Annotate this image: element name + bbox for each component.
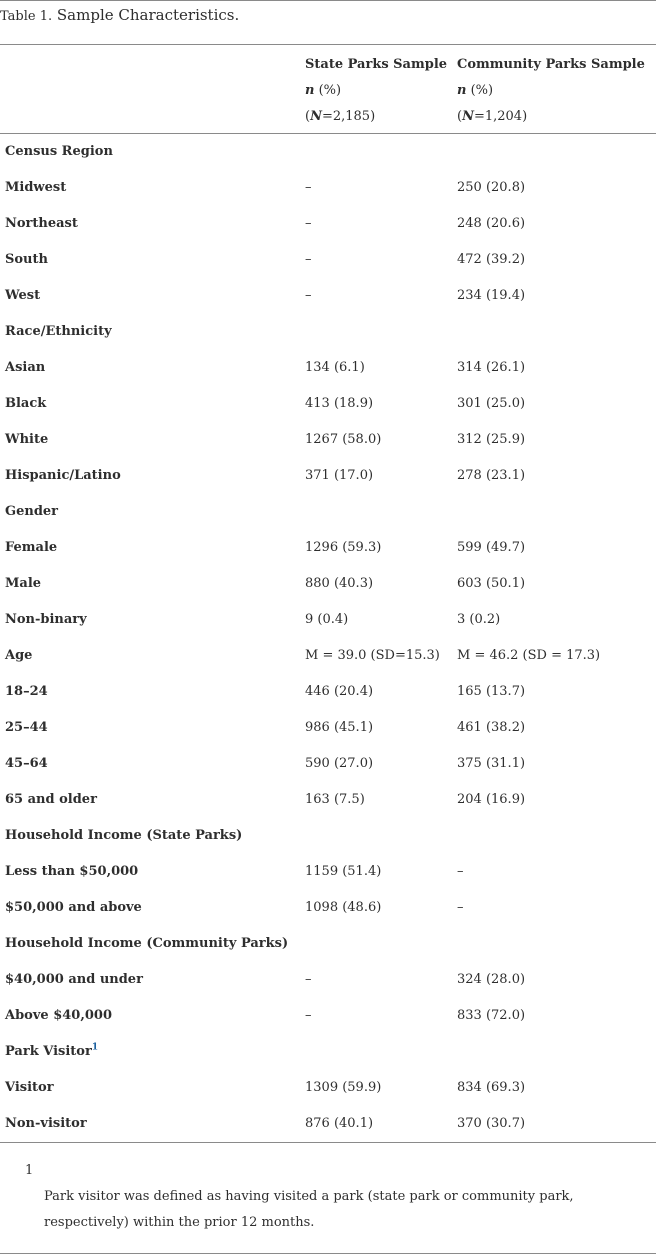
state-parks-value: – bbox=[305, 288, 312, 303]
row-label: Male bbox=[5, 576, 42, 591]
table-row bbox=[0, 314, 656, 350]
row-label: Park Visitor$^1$ bbox=[5, 1042, 99, 1059]
community-parks-value: – bbox=[457, 900, 464, 915]
community-parks-value: 834 (69.3) bbox=[457, 1080, 526, 1095]
state-parks-value: 1267 (58.0) bbox=[305, 432, 382, 447]
row-label: Household Income (Community Parks) bbox=[5, 936, 289, 951]
table-row bbox=[0, 746, 656, 782]
table-row bbox=[0, 638, 656, 674]
row-label: Black bbox=[5, 396, 47, 411]
state-header-title: State Parks Sample bbox=[305, 57, 448, 72]
state-parks-value: 986 (45.1) bbox=[305, 720, 374, 735]
state-parks-value: – bbox=[305, 180, 312, 195]
table-row bbox=[0, 350, 656, 386]
state-parks-value: – bbox=[305, 1008, 312, 1023]
state-parks-value: – bbox=[305, 972, 312, 987]
table-body bbox=[0, 134, 656, 1142]
state-parks-value: 446 (20.4) bbox=[305, 684, 374, 699]
community-parks-value: 3 (0.2) bbox=[457, 612, 501, 627]
row-label: Household Income (State Parks) bbox=[5, 828, 243, 843]
row-label: 25–44 bbox=[5, 720, 48, 735]
footnote-number: 1 bbox=[25, 1163, 34, 1178]
state-parks-value: 163 (7.5) bbox=[305, 792, 365, 807]
community-parks-value: 248 (20.6) bbox=[457, 216, 526, 231]
table-row bbox=[0, 710, 656, 746]
table-row bbox=[0, 170, 656, 206]
table-row bbox=[0, 602, 656, 638]
footnote-marker-link[interactable]: 1 bbox=[91, 1042, 99, 1053]
row-label: Census Region bbox=[5, 144, 113, 159]
row-label: Visitor bbox=[5, 1080, 54, 1095]
community-header-total: (N=1,204) bbox=[457, 109, 528, 124]
state-parks-value: 876 (40.1) bbox=[305, 1116, 374, 1131]
caption-title: Sample Characteristics. bbox=[56, 6, 240, 24]
table-row bbox=[0, 422, 656, 458]
state-header-total: (N=2,185) bbox=[305, 109, 376, 124]
table-row bbox=[0, 1034, 656, 1070]
community-header-n: n (%) bbox=[457, 83, 494, 98]
table-row bbox=[0, 854, 656, 890]
community-parks-value: 312 (25.9) bbox=[457, 432, 526, 447]
community-parks-value: 324 (28.0) bbox=[457, 972, 526, 987]
table-row bbox=[0, 458, 656, 494]
row-label: West bbox=[5, 288, 41, 303]
column-header-state-parks bbox=[305, 52, 447, 130]
footnote-text: Park visitor was defined as having visited a park (state park or community park, respectively) within the prior 12 months. bbox=[44, 1189, 574, 1230]
community-parks-value: 603 (50.1) bbox=[457, 576, 526, 591]
table-row bbox=[0, 242, 656, 278]
row-label: Midwest bbox=[5, 180, 67, 195]
table-row bbox=[0, 134, 656, 170]
row-label: Gender bbox=[5, 504, 59, 519]
community-parks-value: 375 (31.1) bbox=[457, 756, 526, 771]
table-row bbox=[0, 1070, 656, 1106]
row-label: Hispanic/Latino bbox=[5, 468, 121, 483]
state-parks-value: 413 (18.9) bbox=[305, 396, 374, 411]
state-parks-value: 1309 (59.9) bbox=[305, 1080, 382, 1095]
state-parks-value: – bbox=[305, 216, 312, 231]
table-row bbox=[0, 926, 656, 962]
state-parks-value: 1098 (48.6) bbox=[305, 900, 382, 915]
community-parks-value: M = 46.2 (SD = 17.3) bbox=[457, 648, 601, 663]
table-row bbox=[0, 818, 656, 854]
state-parks-value: 1296 (59.3) bbox=[305, 540, 382, 555]
page-bottom-rule bbox=[0, 1253, 656, 1254]
row-label: Above $40,000 bbox=[5, 1008, 112, 1023]
row-label: $40,000 and under bbox=[5, 972, 143, 987]
header-top-rule bbox=[0, 44, 656, 45]
community-parks-value: 250 (20.8) bbox=[457, 180, 526, 195]
community-parks-value: 278 (23.1) bbox=[457, 468, 526, 483]
row-label: 18–24 bbox=[5, 684, 48, 699]
state-parks-value: 1159 (51.4) bbox=[305, 864, 382, 879]
row-label: Race/Ethnicity bbox=[5, 324, 112, 339]
row-label: Female bbox=[5, 540, 58, 555]
table-row bbox=[0, 782, 656, 818]
row-label: $50,000 and above bbox=[5, 900, 142, 915]
community-parks-value: 833 (72.0) bbox=[457, 1008, 526, 1023]
community-parks-value: – bbox=[457, 864, 464, 879]
row-label: Age bbox=[5, 648, 33, 663]
state-parks-value: – bbox=[305, 252, 312, 267]
row-label: Non-visitor bbox=[5, 1116, 87, 1131]
caption-label: Table 1. bbox=[0, 9, 53, 24]
row-label: Asian bbox=[5, 360, 46, 375]
row-label: Northeast bbox=[5, 216, 78, 231]
table-caption bbox=[0, 5, 239, 27]
table-row bbox=[0, 386, 656, 422]
state-parks-value: 134 (6.1) bbox=[305, 360, 365, 375]
column-header-community-parks bbox=[457, 52, 645, 130]
community-parks-value: 301 (25.0) bbox=[457, 396, 526, 411]
table-row bbox=[0, 530, 656, 566]
table-row bbox=[0, 890, 656, 926]
row-label: 65 and older bbox=[5, 792, 97, 807]
community-parks-value: 461 (38.2) bbox=[457, 720, 526, 735]
table-bottom-rule bbox=[0, 1142, 656, 1143]
community-parks-value: 599 (49.7) bbox=[457, 540, 526, 555]
row-label: Less than $50,000 bbox=[5, 864, 139, 879]
row-label: Non-binary bbox=[5, 612, 87, 627]
state-parks-value: 880 (40.3) bbox=[305, 576, 374, 591]
table-row bbox=[0, 1106, 656, 1142]
community-parks-value: 314 (26.1) bbox=[457, 360, 526, 375]
row-label: 45–64 bbox=[5, 756, 48, 771]
table-row bbox=[0, 566, 656, 602]
row-label: South bbox=[5, 252, 48, 267]
community-header-title: Community Parks Sample bbox=[457, 57, 645, 72]
state-parks-value: 9 (0.4) bbox=[305, 612, 349, 627]
table-row bbox=[0, 278, 656, 314]
community-parks-value: 472 (39.2) bbox=[457, 252, 526, 267]
community-parks-value: 165 (13.7) bbox=[457, 684, 526, 699]
table-row bbox=[0, 962, 656, 998]
table-row bbox=[0, 674, 656, 710]
state-parks-value: 371 (17.0) bbox=[305, 468, 374, 483]
community-parks-value: 234 (19.4) bbox=[457, 288, 526, 303]
row-label: White bbox=[5, 432, 49, 447]
top-rule bbox=[0, 0, 656, 1]
state-header-n: n (%) bbox=[305, 83, 342, 98]
community-parks-value: 204 (16.9) bbox=[457, 792, 526, 807]
table-row bbox=[0, 206, 656, 242]
table-row bbox=[0, 998, 656, 1034]
state-parks-value: M = 39.0 (SD=15.3) bbox=[305, 648, 440, 663]
state-parks-value: 590 (27.0) bbox=[305, 756, 374, 771]
community-parks-value: 370 (30.7) bbox=[457, 1116, 526, 1131]
table-row bbox=[0, 494, 656, 530]
